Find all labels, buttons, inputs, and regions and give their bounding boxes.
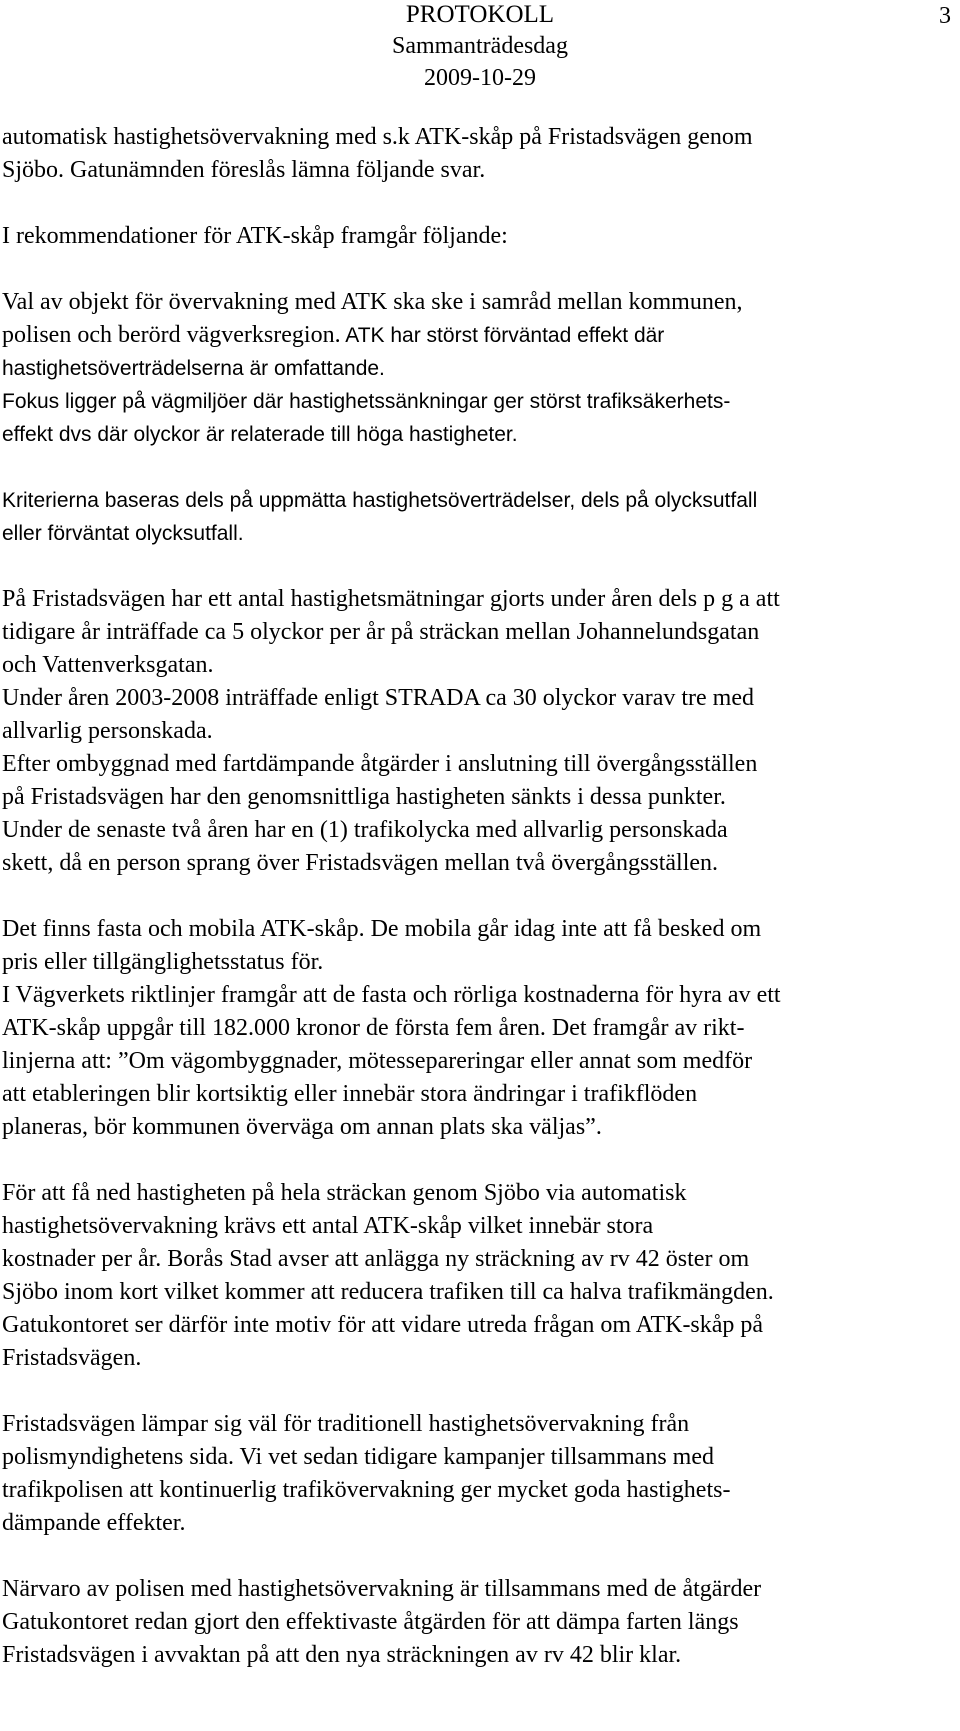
paragraph-conclusion: För att få ned hastigheten på hela sträckan genom Sjöbo via automatisk hastighetsövervakning krävs ett antal ATK-skåp vilket innebär stora kostnader per år. Borås Stad avser att anlägga ny sträckning av rv 42 öster om Sjöbo inom kort vilket kommer att reducera trafiken till ca halva trafikmängden. Gatukontoret ser därför inte motiv för att vidare utreda frågan om ATK-skåp på Fristadsvägen. — [2, 1180, 774, 1371]
paragraph-fristadsvagen-measurements: På Fristadsvägen har ett antal hastighetsmätningar gjorts under åren dels p g a att tidigare år inträffade ca 5 olyckor per år på sträckan mellan Johannelundsgatan och Vattenverksgatan. Under åren 2003-2008 inträffade enligt STRADA ca 30 olyckor varav tre med allvarlig personskada. Efter ombyggnad med fartdämpande åtgärder i anslutning till övergångsställen på Fristadsvägen har den genomsnittliga hastigheten sänkts i dessa punkter. Under de senaste två åren har en (1) trafikolycka med allvarlig personskada skett, då en person sprang över Fristadsvägen mellan två övergångsställen. — [2, 586, 780, 876]
document-title: PROTOKOLL — [405, 1, 555, 28]
page-number: 3 — [939, 3, 951, 29]
paragraph-intro: automatisk hastighetsövervakning med s.k ATK-skåp på Fristadsvägen genom Sjöbo. Gatunämnden föreslås lämna följande svar. — [2, 124, 753, 183]
paragraph-object-selection — [2, 286, 950, 451]
meeting-date: 2009-10-29 — [424, 65, 536, 91]
document-header — [360, 0, 600, 94]
paragraph-police-presence: Närvaro av polisen med hastighetsövervakning är tillsammans med de åtgärder Gatukontoret redan gjort den effektivaste åtgärden för att dämpa farten längs Fristadsvägen i avvaktan på att den nya sträckningen av rv 42 blir klar. — [2, 1576, 762, 1668]
meeting-type: Sammanträdesdag — [392, 33, 568, 59]
document-body — [2, 121, 950, 1672]
paragraph-atk-effect: ATK har störst förväntad effekt där hastighetsöverträdelserna är omfattande. Fokus ligger på vägmiljöer där hastighetssänkningar ger störst trafiksäkerhets- effekt dvs där olyckor är relaterade till höga hastigheter. — [2, 324, 731, 446]
paragraph-object-selection-text: Val av objekt för övervakning med ATK ska ske i samråd mellan kommunen, polisen och berörd vägverksregion. — [2, 289, 743, 348]
paragraph-atk-costs: Det finns fasta och mobila ATK-skåp. De mobila går idag inte att få besked om pris eller tillgänglighetsstatus för. I Vägverkets riktlinjer framgår att de fasta och rörliga kostnaderna för hyra av ett ATK-skåp uppgår till 182.000 kronor de första fem åren. Det framgår av rikt- linjerna att: ”Om vägombyggnader, mötessepareringar eller annat som medför att etableringen blir kortsiktig eller innebär stora ändringar i trafikflöden planeras, bör kommunen överväga om annan plats ska väljas”. — [2, 916, 781, 1140]
paragraph-police-monitoring: Fristadsvägen lämpar sig väl för traditionell hastighetsövervakning från polismyndighetens sida. Vi vet sedan tidigare kampanjer tillsammans med trafikpolisen att kontinuerlig trafikövervakning ger mycket goda hastighets- dämpande effekter. — [2, 1411, 731, 1536]
paragraph-recommendations-heading: I rekommendationer för ATK-skåp framgår följande: — [2, 223, 508, 249]
paragraph-criteria: Kriterierna baseras dels på uppmätta hastighetsöverträdelser, dels på olycksutfall eller förväntat olycksutfall. — [2, 489, 758, 545]
